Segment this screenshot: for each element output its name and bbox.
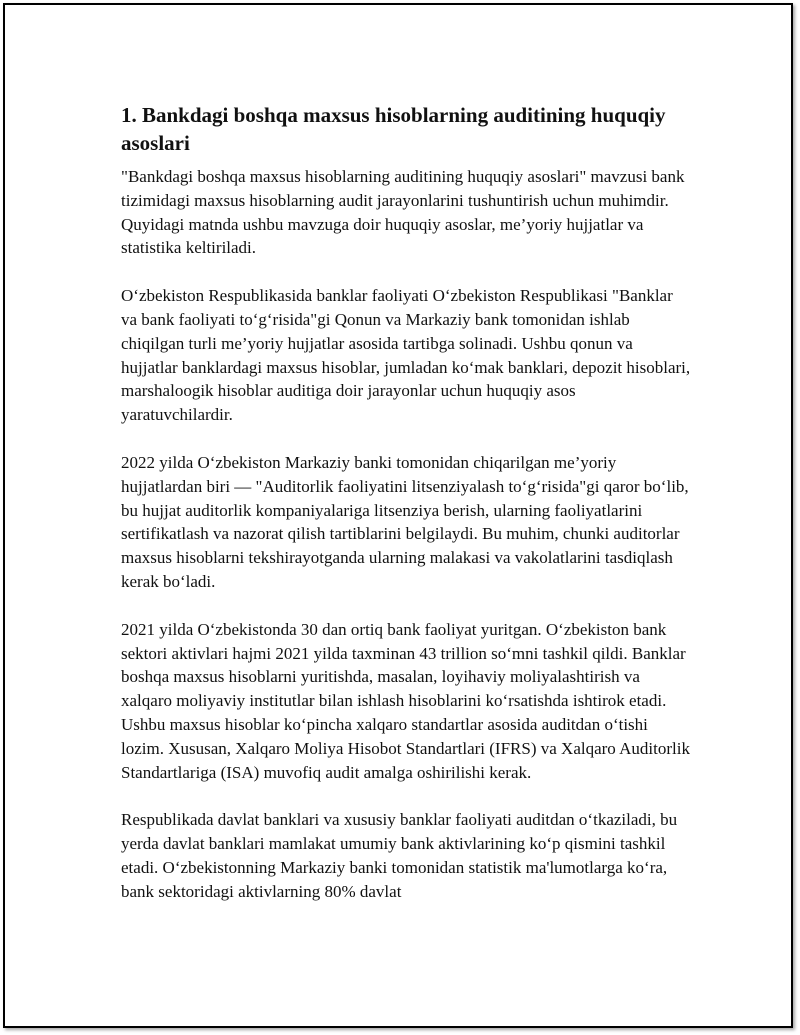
- paragraph-licensing: 2022 yilda O‘zbekiston Markaziy banki tomonidan chiqarilgan me’yoriy hujjatlardan biri — "Auditorlik faoliyatini litsenziyalash to‘g‘risida"gi qaror bo‘lib, bu hujjat auditorlik kompaniyalariga litsenziya berish, ularning faoliyatlarini sertifikatlash va nazorat qilish tartiblarini belgilaydi. Bu muhim, chunki auditorlar maxsus hisoblarni tekshirayotganda ularning malakasi va vakolatlarini tasdiqlash kerak bo‘ladi.: [121, 452, 689, 591]
- document-content: [121, 101, 691, 928]
- paragraph-legal-basis: O‘zbekiston Respublikasida banklar faoliyati O‘zbekiston Respublikasi "Banklar va bank faoliyati to‘g‘risida"gi Qonun va Markaziy bank tomonidan ishlab chiqilgan turli me’yoriy hujjatlar asosida tartibga solinadi. Ushbu qonun va hujjatlar banklardagi maxsus hisoblar, jumladan ko‘mak banklari, depozit hisoblari, marshaloogik hisoblar auditiga doir jarayonlar uchun huquqiy asos yaratuvchilardir.: [121, 286, 691, 425]
- paragraph-statistics: 2021 yilda O‘zbekistonda 30 dan ortiq bank faoliyat yuritgan. O‘zbekiston bank sektori aktivlari hajmi 2021 yilda taxminan 43 trillion so‘mni tashkil qildi. Banklar boshqa maxsus hisoblarni yuritishda, masalan, loyihaviy moliyalashtirish va xalqaro moliyaviy institutlar bilan ishlash hisoblarini ko‘rsatishda ishtirok etadi. Ushbu maxsus hisoblar ko‘pincha xalqaro standartlar asosida auditdan o‘tishi lozim. Xususan, Xalqaro Moliya Hisobot Standartlari (IFRS) va Xalqaro Auditorlik Standartlariga (ISA) muvofiq audit amalga oshirilishi kerak.: [121, 619, 690, 782]
- paragraph-intro: "Bankdagi boshqa maxsus hisoblarning auditining huquqiy asoslari" mavzusi bank tizimidagi maxsus hisoblarning audit jarayonlarini tushuntirish uchun muhimdir. Quyidagi matnda ushbu mavzuga doir huquqiy asoslar, me’yoriy hujjatlar va statistika keltiriladi.: [121, 167, 685, 258]
- paragraph-state-banks: Respublikada davlat banklari va xususiy banklar faoliyati auditdan o‘tkaziladi, bu yerda davlat banklari mamlakat umumiy bank aktivlarining ko‘p qismini tashkil etadi. O‘zbekistonning Markaziy banki tomonidan statistik ma'lumotlarga ko‘ra, bank sektoridagi aktivlarning 80% davlat: [121, 810, 678, 901]
- document-page: [3, 3, 793, 1028]
- section-heading: 1. Bankdagi boshqa maxsus hisoblarning auditining huquqiy asoslari: [121, 103, 666, 155]
